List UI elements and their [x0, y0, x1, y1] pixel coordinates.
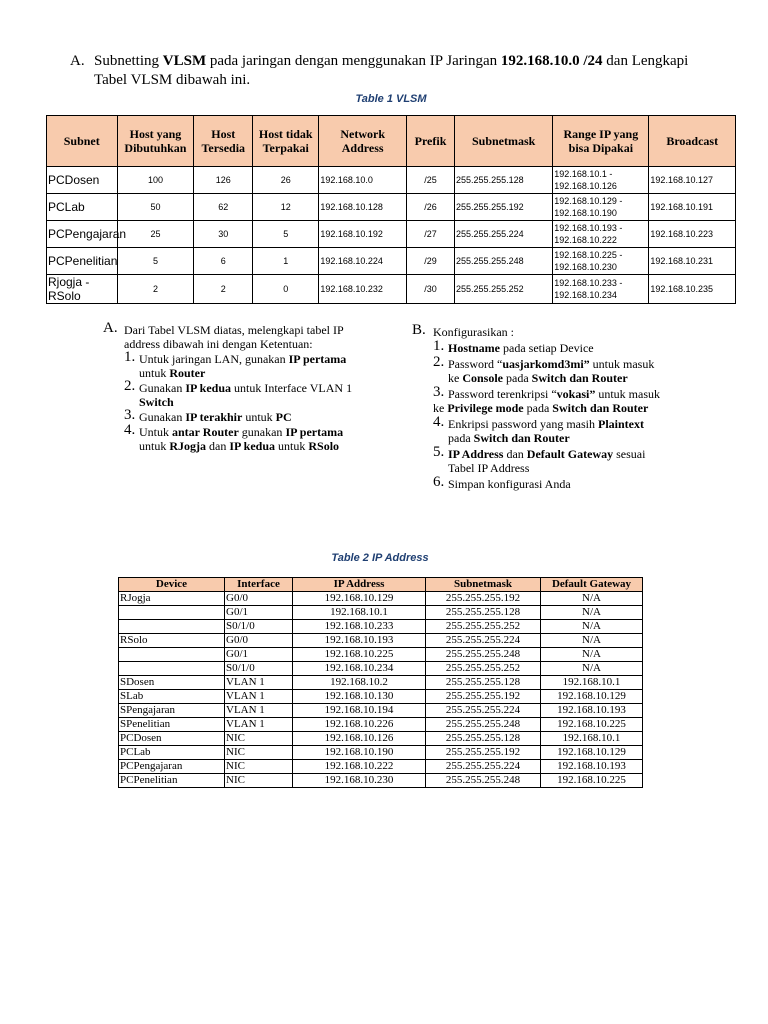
unused-cell: 1: [253, 248, 319, 275]
list-number: 4.: [433, 414, 445, 430]
section-a-label: A.: [103, 320, 118, 336]
vlsm-header-cell: Broadcast: [649, 116, 736, 167]
vlsm-header-cell: Range IP yang bisa Dipakai: [553, 116, 649, 167]
table-row: [119, 718, 643, 732]
list-bold: Console: [462, 371, 503, 385]
interface-cell: VLAN 1: [225, 704, 293, 718]
table-row: [47, 221, 736, 248]
subnet-cell: PCPengajaran: [47, 221, 118, 248]
intro-text-3: dan Lengkapi Tabel VLSM dibawah ini.: [94, 53, 689, 88]
gateway-cell: 192.168.10.1: [541, 676, 643, 690]
ip-cell: 192.168.10.129: [293, 592, 426, 606]
range-end: 192.168.10.234: [554, 290, 617, 300]
available-cell: 6: [194, 248, 253, 275]
interface-cell: S0/1/0: [225, 662, 293, 676]
range-cell: [553, 221, 649, 248]
range-end: 192.168.10.230: [554, 262, 617, 272]
mask-cell: 255.255.255.192: [426, 746, 541, 760]
list-text: Gunakan: [139, 410, 186, 424]
list-text: pada: [523, 401, 553, 415]
needed-cell: 2: [117, 275, 194, 304]
list-text: Gunakan: [139, 381, 186, 395]
list-text: pada: [503, 371, 532, 385]
ip-cell: 192.168.10.193: [293, 634, 426, 648]
list-text: untuk: [139, 439, 170, 453]
list-number: 2.: [124, 378, 136, 394]
table-row: [119, 760, 643, 774]
intro-text-2: pada jaringan dengan menggunakan IP Jaringan: [206, 53, 501, 69]
device-cell: SLab: [119, 690, 225, 704]
list-number: 3.: [124, 407, 136, 423]
gateway-cell: N/A: [541, 620, 643, 634]
range-end: 192.168.10.222: [554, 235, 617, 245]
list-bold: antar Router: [172, 425, 239, 439]
vlsm-table: [46, 115, 736, 304]
section-b: [412, 322, 662, 491]
vlsm-header-cell: Host yang Dibutuhkan: [117, 116, 194, 167]
ip-cell: 192.168.10.194: [293, 704, 426, 718]
vlsm-header-cell: Host Tersedia: [194, 116, 253, 167]
list-item: [412, 338, 662, 355]
gateway-cell: 192.168.10.129: [541, 746, 643, 760]
list-text: untuk: [242, 410, 276, 424]
available-cell: 62: [194, 194, 253, 221]
device-cell: [119, 648, 225, 662]
mask-cell: 255.255.255.192: [426, 592, 541, 606]
gateway-cell: 192.168.10.193: [541, 760, 643, 774]
list-item: [103, 378, 363, 409]
needed-cell: 50: [117, 194, 194, 221]
list-text: pada setiap Device: [500, 341, 594, 355]
network-cell: 192.168.10.224: [319, 248, 407, 275]
device-cell: PCLab: [119, 746, 225, 760]
table-row: [47, 275, 736, 304]
mask-cell: 255.255.255.192: [455, 194, 553, 221]
table-row: [119, 690, 643, 704]
gateway-cell: 192.168.10.129: [541, 690, 643, 704]
subnet-cell: PCDosen: [47, 167, 118, 194]
ip-header-cell: Interface: [225, 578, 293, 592]
table1-caption: Table 1 VLSM: [355, 93, 427, 105]
table-row: [119, 676, 643, 690]
prefix-cell: /30: [406, 275, 454, 304]
table-row: [119, 746, 643, 760]
ip-header-cell: Device: [119, 578, 225, 592]
ip-cell: 192.168.10.233: [293, 620, 426, 634]
list-bold: IP kedua: [229, 439, 276, 453]
list-bold: Default Gateway: [526, 447, 614, 461]
mask-cell: 255.255.255.224: [455, 221, 553, 248]
range-cell: [553, 275, 649, 304]
gateway-cell: N/A: [541, 648, 643, 662]
ip-header-cell: IP Address: [293, 578, 426, 592]
table-row: [119, 774, 643, 788]
list-bold: Privilege mode: [447, 401, 524, 415]
range-end: 192.168.10.126: [554, 181, 617, 191]
ip-header-row: [119, 578, 643, 592]
device-cell: [119, 606, 225, 620]
list-bold: PC: [275, 410, 292, 424]
interface-cell: NIC: [225, 760, 293, 774]
table-row: [119, 732, 643, 746]
table-row: [119, 648, 643, 662]
section-b-intro: Konfigurasikan :: [433, 325, 514, 339]
intro-text-1: Subnetting: [94, 53, 163, 69]
list-text: Password terenkripsi “: [448, 387, 557, 401]
range-cell: [553, 248, 649, 275]
section-a-intro: Dari Tabel VLSM diatas, melengkapi tabel IP address dibawah ini dengan Ketentuan:: [124, 323, 344, 351]
list-bold: uasjarkomd3mi”: [502, 357, 590, 371]
intro-label: A.: [70, 53, 85, 69]
range-start: 192.168.10.129 -: [554, 196, 623, 206]
list-item: [412, 444, 662, 475]
gateway-cell: 192.168.10.1: [541, 732, 643, 746]
available-cell: 126: [194, 167, 253, 194]
range-cell: [553, 167, 649, 194]
list-number: 4.: [124, 422, 136, 438]
list-bold: Plaintext: [597, 417, 644, 431]
gateway-cell: N/A: [541, 662, 643, 676]
mask-cell: 255.255.255.252: [455, 275, 553, 304]
broadcast-cell: 192.168.10.191: [649, 194, 736, 221]
table-row: [119, 704, 643, 718]
broadcast-cell: 192.168.10.235: [649, 275, 736, 304]
interface-cell: G0/1: [225, 606, 293, 620]
interface-cell: VLAN 1: [225, 718, 293, 732]
mask-cell: 255.255.255.248: [426, 718, 541, 732]
list-bold: Switch dan Router: [473, 431, 570, 445]
table-row: [119, 662, 643, 676]
interface-cell: S0/1/0: [225, 620, 293, 634]
list-item: [103, 349, 363, 380]
device-cell: RJogja: [119, 592, 225, 606]
ip-cell: 192.168.10.126: [293, 732, 426, 746]
interface-cell: NIC: [225, 732, 293, 746]
table-row: [47, 194, 736, 221]
mask-cell: 255.255.255.224: [426, 760, 541, 774]
available-cell: 2: [194, 275, 253, 304]
range-start: 192.168.10.233 -: [554, 278, 623, 288]
interface-cell: VLAN 1: [225, 690, 293, 704]
list-bold: Hostname: [448, 341, 500, 355]
mask-cell: 255.255.255.248: [455, 248, 553, 275]
list-bold: IP Address: [448, 447, 504, 461]
subnet-cell: PCLab: [47, 194, 118, 221]
device-cell: RSolo: [119, 634, 225, 648]
list-text: untuk: [275, 439, 309, 453]
table-row: [119, 592, 643, 606]
subnet-cell: Rjogja - RSolo: [47, 275, 118, 304]
device-cell: PCDosen: [119, 732, 225, 746]
mask-cell: 255.255.255.128: [426, 606, 541, 620]
range-end: 192.168.10.190: [554, 208, 617, 218]
subnet-cell: PCPenelitian: [47, 248, 118, 275]
list-number: 1.: [433, 338, 445, 354]
gateway-cell: 192.168.10.225: [541, 774, 643, 788]
mask-cell: 255.255.255.224: [426, 634, 541, 648]
table-row: [47, 167, 736, 194]
mask-cell: 255.255.255.128: [426, 676, 541, 690]
list-number: 6.: [433, 474, 445, 490]
ip-cell: 192.168.10.190: [293, 746, 426, 760]
mask-cell: 255.255.255.224: [426, 704, 541, 718]
needed-cell: 25: [117, 221, 194, 248]
gateway-cell: N/A: [541, 592, 643, 606]
list-item: [412, 384, 662, 415]
ip-header-cell: Default Gateway: [541, 578, 643, 592]
list-text: Enkripsi password yang masih: [448, 417, 598, 431]
list-text: dan: [503, 447, 527, 461]
interface-cell: NIC: [225, 774, 293, 788]
device-cell: PCPengajaran: [119, 760, 225, 774]
list-text: untuk: [139, 366, 170, 380]
vlsm-header-cell: Network Address: [319, 116, 407, 167]
table-row: [119, 620, 643, 634]
list-text: sesuai Tabel IP Address: [448, 447, 646, 475]
needed-cell: 5: [117, 248, 194, 275]
list-number: 1.: [124, 349, 136, 365]
device-cell: SPengajaran: [119, 704, 225, 718]
list-text: dan: [206, 439, 230, 453]
network-cell: 192.168.10.232: [319, 275, 407, 304]
list-bold: RJogja: [169, 439, 207, 453]
list-bold: Router: [169, 366, 206, 380]
ip-cell: 192.168.10.2: [293, 676, 426, 690]
vlsm-header-row: [47, 116, 736, 167]
needed-cell: 100: [117, 167, 194, 194]
network-cell: 192.168.10.192: [319, 221, 407, 248]
vlsm-header-cell: Host tidak Terpakai: [253, 116, 319, 167]
list-text: Untuk: [139, 425, 172, 439]
ip-cell: 192.168.10.225: [293, 648, 426, 662]
ip-cell: 192.168.10.222: [293, 760, 426, 774]
mask-cell: 255.255.255.128: [426, 732, 541, 746]
ip-cell: 192.168.10.230: [293, 774, 426, 788]
table-row: [119, 634, 643, 648]
unused-cell: 0: [253, 275, 319, 304]
vlsm-header-cell: Prefik: [406, 116, 454, 167]
broadcast-cell: 192.168.10.223: [649, 221, 736, 248]
list-item: [103, 422, 363, 453]
list-text: pada: [448, 431, 474, 445]
list-bold: IP kedua: [185, 381, 232, 395]
unused-cell: 5: [253, 221, 319, 248]
section-a-list: [103, 349, 363, 453]
section-b-list: [412, 338, 662, 491]
table-row: [47, 248, 736, 275]
ip-cell: 192.168.10.130: [293, 690, 426, 704]
interface-cell: G0/0: [225, 592, 293, 606]
range-start: 192.168.10.1 -: [554, 169, 613, 179]
broadcast-cell: 192.168.10.127: [649, 167, 736, 194]
gateway-cell: N/A: [541, 606, 643, 620]
range-start: 192.168.10.225 -: [554, 250, 623, 260]
interface-cell: NIC: [225, 746, 293, 760]
list-bold: IP terakhir: [185, 410, 243, 424]
broadcast-cell: 192.168.10.231: [649, 248, 736, 275]
list-text: untuk Interface VLAN 1: [231, 381, 353, 395]
mask-cell: 255.255.255.192: [426, 690, 541, 704]
prefix-cell: /26: [406, 194, 454, 221]
gateway-cell: N/A: [541, 634, 643, 648]
list-number: 5.: [433, 444, 445, 460]
list-bold: IP pertama: [285, 425, 344, 439]
ip-header-cell: Subnetmask: [426, 578, 541, 592]
unused-cell: 26: [253, 167, 319, 194]
list-bold: Switch dan Router: [552, 401, 649, 415]
list-number: 3.: [433, 384, 445, 400]
vlsm-header-cell: Subnet: [47, 116, 118, 167]
table-row: [119, 606, 643, 620]
list-item: [412, 354, 662, 385]
device-cell: SDosen: [119, 676, 225, 690]
network-cell: 192.168.10.0: [319, 167, 407, 194]
gateway-cell: 192.168.10.193: [541, 704, 643, 718]
table2-caption: Table 2 IP Address: [331, 552, 429, 564]
interface-cell: VLAN 1: [225, 676, 293, 690]
gateway-cell: 192.168.10.225: [541, 718, 643, 732]
list-bold: IP pertama: [288, 352, 347, 366]
intro-paragraph: [70, 52, 690, 90]
list-bold: Switch: [139, 395, 174, 409]
ip-cell: 192.168.10.234: [293, 662, 426, 676]
list-item: [103, 407, 363, 424]
mask-cell: 255.255.255.128: [455, 167, 553, 194]
device-cell: [119, 662, 225, 676]
ip-cell: 192.168.10.226: [293, 718, 426, 732]
list-bold: vokasi”: [556, 387, 596, 401]
prefix-cell: /25: [406, 167, 454, 194]
intro-network: 192.168.10.0 /24: [500, 53, 603, 69]
ip-address-table: [118, 577, 643, 788]
list-number: 2.: [433, 354, 445, 370]
intro-vlsm: VLSM: [162, 53, 207, 69]
device-cell: SPenelitian: [119, 718, 225, 732]
mask-cell: 255.255.255.252: [426, 620, 541, 634]
mask-cell: 255.255.255.248: [426, 648, 541, 662]
prefix-cell: /27: [406, 221, 454, 248]
section-b-label: B.: [412, 322, 426, 338]
list-bold: RSolo: [308, 439, 340, 453]
list-text: gunakan: [238, 425, 286, 439]
range-start: 192.168.10.193 -: [554, 223, 623, 233]
interface-cell: G0/0: [225, 634, 293, 648]
list-text: Untuk jaringan LAN, gunakan: [139, 352, 289, 366]
list-item: [412, 414, 662, 445]
prefix-cell: /29: [406, 248, 454, 275]
vlsm-header-cell: Subnetmask: [455, 116, 553, 167]
device-cell: PCPenelitian: [119, 774, 225, 788]
unused-cell: 12: [253, 194, 319, 221]
list-text: Simpan konfigurasi Anda: [448, 477, 571, 491]
mask-cell: 255.255.255.248: [426, 774, 541, 788]
ip-cell: 192.168.10.1: [293, 606, 426, 620]
network-cell: 192.168.10.128: [319, 194, 407, 221]
list-text: untuk masuk ke: [433, 387, 661, 415]
section-a: [103, 320, 363, 453]
mask-cell: 255.255.255.252: [426, 662, 541, 676]
list-bold: Switch dan Router: [531, 371, 628, 385]
list-text: untuk masuk ke: [448, 357, 655, 385]
list-text: Password “: [448, 357, 503, 371]
list-item: [412, 474, 662, 491]
available-cell: 30: [194, 221, 253, 248]
range-cell: [553, 194, 649, 221]
device-cell: [119, 620, 225, 634]
interface-cell: G0/1: [225, 648, 293, 662]
